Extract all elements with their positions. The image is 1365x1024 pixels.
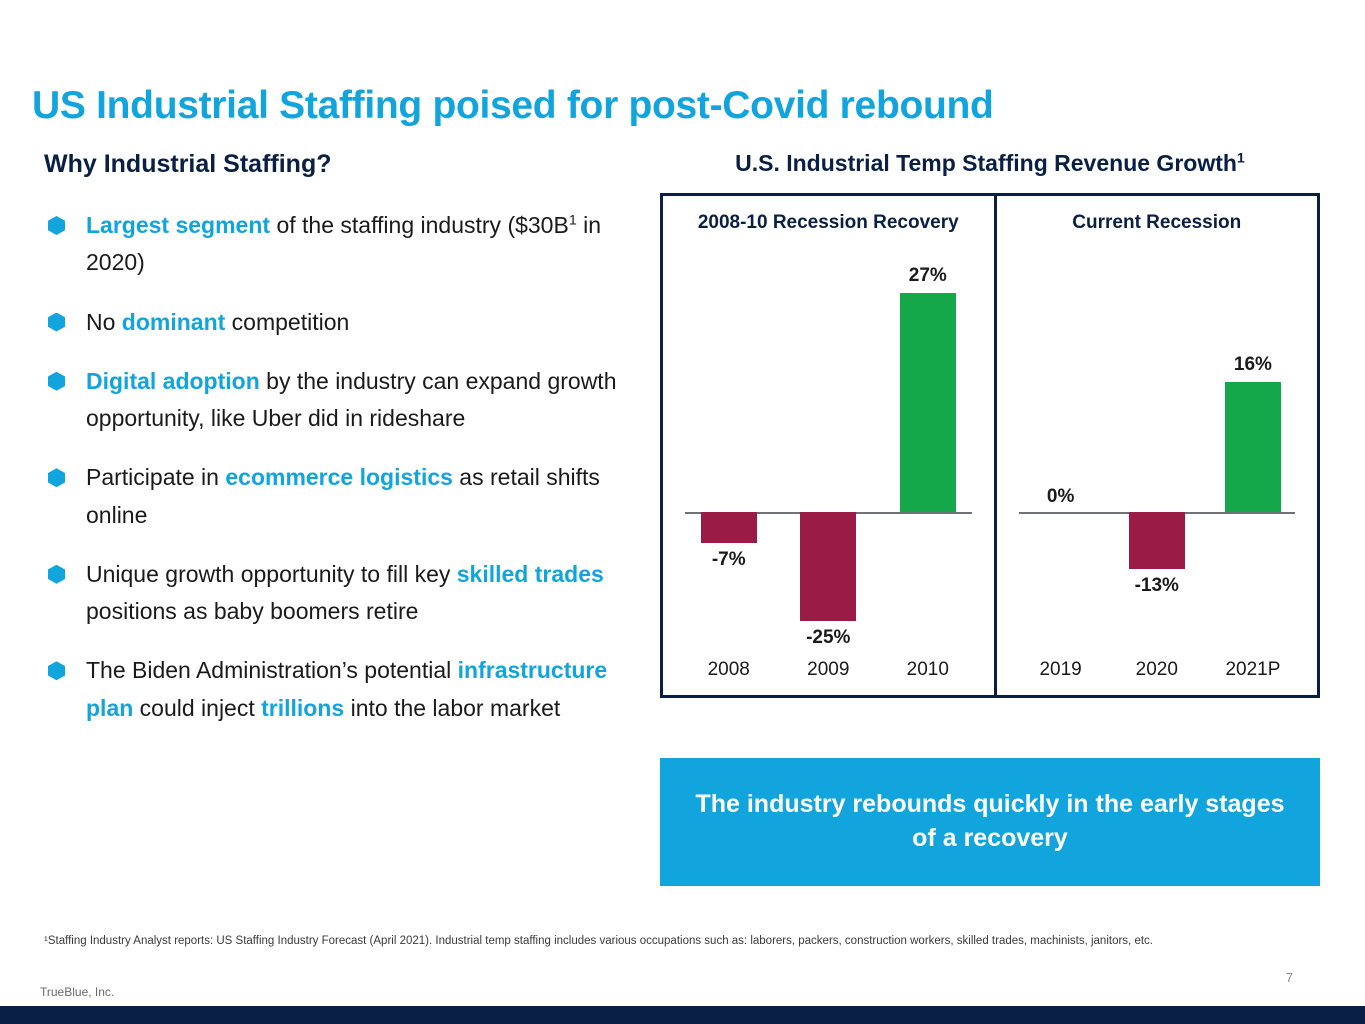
bullet-span: No: [86, 308, 122, 335]
bullet-emphasis: Digital adoption: [86, 367, 260, 394]
bullet-span: The Biden Administration’s potential: [86, 657, 458, 684]
bar-value-label: -13%: [1134, 574, 1179, 596]
bullet-emphasis: Largest segment: [86, 212, 271, 238]
chart-bar: [701, 512, 757, 570]
bullet-text: [86, 657, 607, 720]
bullet-item: [44, 363, 644, 438]
hexagon-bullet-icon: [48, 313, 65, 332]
x-axis-tick-label: 2010: [906, 659, 949, 680]
bar-value-label: 0%: [1046, 486, 1075, 508]
chart-panel-current-recession: [997, 196, 1317, 695]
chart-title-footnote-marker: 1: [1236, 150, 1245, 167]
x-axis-right: [1013, 659, 1301, 681]
bullet-span: by the industry can expand growth opportunity, like Uber did in rideshare: [86, 367, 617, 431]
bullet-span: could inject: [133, 694, 262, 721]
bar-group-left: [679, 252, 978, 649]
panel-title-right: Current Recession: [1072, 212, 1242, 233]
bullet-span: Unique growth opportunity to fill key: [86, 560, 457, 587]
hexagon-bullet-icon: [48, 468, 65, 487]
bullet-span: in 2020): [86, 212, 602, 276]
x-axis-tick-label: 2008: [707, 659, 750, 680]
hexagon-bullet-icon: [48, 372, 65, 391]
bottom-accent-bar: [0, 1006, 1365, 1024]
x-axis-tick-label: 2021P: [1225, 659, 1281, 680]
bullet-list: [44, 207, 644, 727]
hexagon-bullet-icon: [48, 565, 65, 584]
bar-value-label: -7%: [711, 548, 746, 570]
bar-slot: [779, 252, 879, 649]
footnote-marker: 1: [568, 212, 577, 229]
callout-banner: The industry rebounds quickly in the early stages of a recovery: [660, 758, 1320, 886]
bullet-span: positions as baby boomers retire: [86, 598, 419, 624]
bullet-emphasis: dominant: [121, 308, 226, 335]
footnote: ¹Staffing Industry Analyst reports: US Staffing Industry Forecast (April 2021). Industrial temp staffing includes various occupations such as: laborers, packers, construction workers, skilled trades, machinists, janitors, etc.: [44, 935, 1153, 947]
panel-title-left: 2008-10 Recession Recovery: [697, 212, 959, 233]
chart-bar: [1225, 354, 1281, 512]
bar-slot: [878, 252, 978, 643]
bullet-span: into the labor market: [344, 694, 561, 721]
bar-slot: [679, 252, 779, 643]
x-axis-left: [679, 659, 978, 681]
bullet-span: Participate in: [86, 464, 226, 491]
bullet-item: [44, 459, 644, 534]
bullet-text: [86, 368, 616, 431]
bullet-emphasis: trillions: [261, 694, 345, 721]
bullet-emphasis: infrastructure plan: [86, 657, 608, 721]
x-axis-tick-label: 2019: [1039, 659, 1082, 680]
bullet-item: [44, 652, 644, 727]
bullet-span: as retail shifts online: [86, 464, 600, 528]
bullet-span: of the staffing industry ($30B: [270, 212, 569, 238]
plot-area-left: [679, 252, 978, 649]
x-axis-tick-label: 2009: [807, 659, 850, 680]
bullet-item: [44, 556, 644, 631]
footer-company: TrueBlue, Inc.: [40, 985, 115, 999]
chart-title-text: U.S. Industrial Temp Staffing Revenue Growth: [735, 150, 1237, 176]
bar-slot: [1013, 252, 1109, 643]
plot-area-right: [1013, 252, 1301, 643]
bar-value-label: 16%: [1233, 354, 1272, 376]
bar-chart: [660, 193, 1320, 698]
page-title: US Industrial Staffing poised for post-Covid rebound: [32, 84, 994, 128]
bullet-text: [86, 561, 604, 624]
page-number: 7: [1285, 970, 1293, 985]
right-chart-column: [660, 150, 1320, 698]
hexagon-bullet-icon: [48, 216, 65, 235]
bullet-text: [86, 309, 349, 335]
bar-value-label: -25%: [806, 627, 851, 649]
bullet-item: [44, 304, 644, 341]
bar-value-label: 27%: [908, 264, 947, 286]
bar-slot: [1109, 252, 1205, 643]
bullet-span: competition: [225, 308, 350, 335]
bullet-item: [44, 207, 644, 282]
bar-group-right: [1013, 252, 1301, 643]
chart-bar: [1129, 512, 1185, 596]
bullet-text: [86, 464, 600, 527]
bullet-emphasis: ecommerce logistics: [225, 464, 453, 491]
chart-bar: [800, 512, 856, 649]
chart-panel-recession-recovery: [663, 196, 997, 695]
bullet-emphasis: skilled trades: [456, 560, 604, 587]
x-axis-tick-label: 2020: [1135, 659, 1178, 680]
section-heading: Why Industrial Staffing?: [44, 150, 332, 178]
left-content-column: [44, 150, 644, 749]
bullet-text: [86, 212, 601, 275]
bar-slot: [1205, 252, 1301, 643]
chart-bar: [900, 264, 956, 512]
hexagon-bullet-icon: [48, 661, 65, 680]
chart-title: [660, 150, 1320, 177]
